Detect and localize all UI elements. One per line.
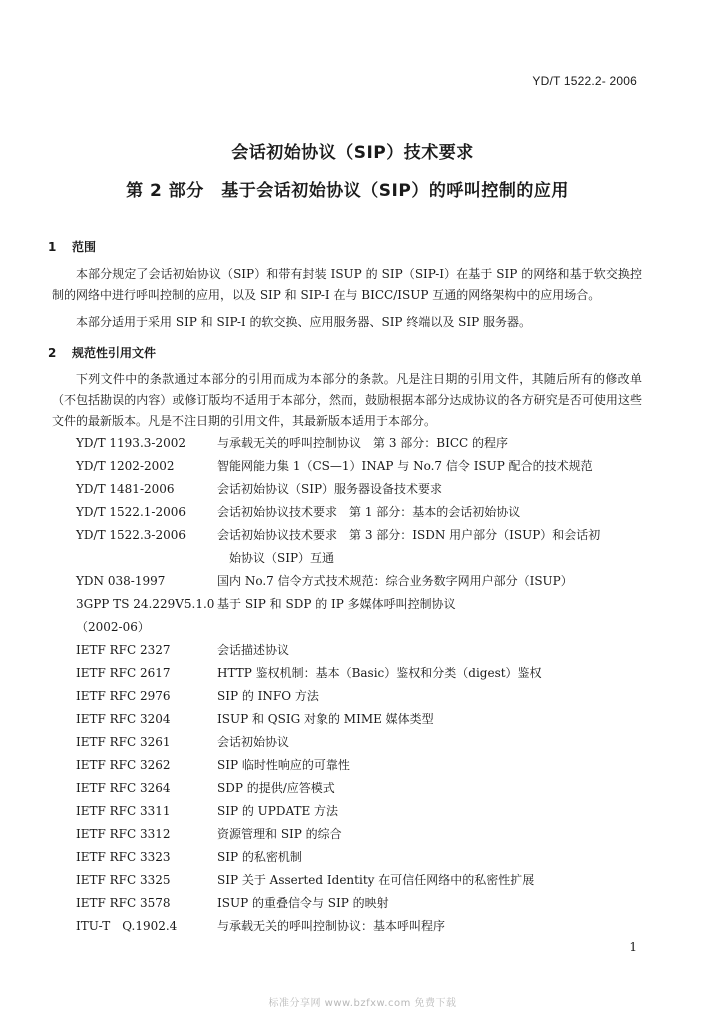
reference-row xyxy=(76,892,636,915)
reference-row xyxy=(76,685,636,708)
reference-code: YD/T 1193.3-2002 xyxy=(76,436,186,450)
reference-row xyxy=(76,846,636,869)
section-title: 范围 xyxy=(72,240,97,254)
reference-row xyxy=(76,823,636,846)
reference-title: 与承载无关的呼叫控制协议：基本呼叫程序 xyxy=(217,919,446,933)
reference-code: IETF RFC 3204 xyxy=(76,712,171,726)
reference-code: YD/T 1522.3-2006 xyxy=(76,528,186,542)
reference-title: SIP 的私密机制 xyxy=(217,850,302,864)
reference-code: IETF RFC 3261 xyxy=(76,735,171,749)
reference-title: 资源管理和 SIP 的综合 xyxy=(217,827,342,841)
reference-title: 智能网能力集 1（CS—1）INAP 与 No.7 信令 ISUP 配合的技术规范 xyxy=(217,459,593,473)
reference-row xyxy=(76,501,636,524)
reference-code: IETF RFC 3264 xyxy=(76,781,171,795)
reference-code: IETF RFC 3262 xyxy=(76,758,171,772)
reference-code: YD/T 1522.1-2006 xyxy=(76,505,186,519)
reference-code: YD/T 1202-2002 xyxy=(76,459,175,473)
reference-row xyxy=(76,478,636,501)
reference-title xyxy=(217,524,636,570)
reference-title: SIP 临时性响应的可靠性 xyxy=(217,758,350,772)
reference-row xyxy=(76,708,636,731)
section-heading-normative-references xyxy=(48,344,156,361)
reference-code: YD/T 1481-2006 xyxy=(76,482,175,496)
reference-row xyxy=(76,800,636,823)
reference-title: ISUP 和 QSIG 对象的 MIME 媒体类型 xyxy=(217,712,434,726)
reference-title: SDP 的提供/应答模式 xyxy=(217,781,335,795)
reference-code-continuation: （2002-06） xyxy=(76,620,150,634)
reference-code xyxy=(76,593,217,639)
reference-title: SIP 的 INFO 方法 xyxy=(217,689,319,703)
reference-title: 会话描述协议 xyxy=(217,643,290,657)
standard-number: YD/T 1522.2- 2006 xyxy=(532,74,637,88)
reference-row xyxy=(76,662,636,685)
reference-title: 会话初始协议技术要求 第 1 部分：基本的会话初始协议 xyxy=(217,505,521,519)
reference-code: IETF RFC 2617 xyxy=(76,666,171,680)
reference-code: IETF RFC 3323 xyxy=(76,850,171,864)
reference-row xyxy=(76,754,636,777)
reference-row xyxy=(76,777,636,800)
reference-title-continuation: 始协议（SIP）互通 xyxy=(229,551,335,565)
document-subtitle: 第 2 部分 基于会话初始协议（SIP）的呼叫控制的应用 xyxy=(126,181,569,201)
reference-title: SIP 关于 Asserted Identity 在可信任网络中的私密性扩展 xyxy=(217,873,535,887)
reference-title: 与承载无关的呼叫控制协议 第 3 部分：BICC 的程序 xyxy=(217,436,509,450)
reference-code-line: 3GPP TS 24.229V5.1.0 xyxy=(76,597,215,611)
reference-title: 会话初始协议 xyxy=(217,735,290,749)
scope-paragraph-1: 本部分规定了会话初始协议（SIP）和带有封装 ISUP 的 SIP（SIP-I）在基于 SIP 的网络和基于软交换控制的网络中进行呼叫控制的应用，以及 SIP 和 SIP-I 在与 BICC/ISUP 互通的网络架构中的应用场合。 xyxy=(52,267,642,302)
reference-row xyxy=(76,869,636,892)
section-number: 2 xyxy=(48,346,57,360)
reference-row xyxy=(76,639,636,662)
section-heading-scope xyxy=(48,238,96,255)
reference-title: 基于 SIP 和 SDP 的 IP 多媒体呼叫控制协议 xyxy=(217,597,456,611)
reference-row xyxy=(76,432,636,455)
reference-title: SIP 的 UPDATE 方法 xyxy=(217,804,339,818)
reference-title: ISUP 的重叠信令与 SIP 的映射 xyxy=(217,896,389,910)
reference-code: IETF RFC 2976 xyxy=(76,689,171,703)
reference-row xyxy=(76,731,636,754)
reference-row xyxy=(76,915,636,938)
reference-row xyxy=(76,570,636,593)
reference-title-line: 会话初始协议技术要求 第 3 部分：ISDN 用户部分（ISUP）和会话初 xyxy=(217,528,601,542)
reference-code: IETF RFC 3311 xyxy=(76,804,171,818)
reference-code: IETF RFC 3325 xyxy=(76,873,171,887)
document-title: 会话初始协议（SIP）技术要求 xyxy=(231,143,474,163)
references-intro-paragraph: 下列文件中的条款通过本部分的引用而成为本部分的条款。凡是注日期的引用文件，其随后所有的修改单（不包括勘误的内容）或修订版均不适用于本部分，然而，鼓励根据本部分达成协议的各方研究是否可使用这些文件的最新版本。凡是不注日期的引用文件，其最新版本适用于本部分。 xyxy=(52,372,642,428)
reference-list xyxy=(76,432,636,938)
section-title: 规范性引用文件 xyxy=(72,346,157,360)
page-number: 1 xyxy=(629,940,637,954)
footer-watermark: 标准分享网 www.bzfxw.com 免费下载 xyxy=(268,998,457,1009)
reference-title: 会话初始协议（SIP）服务器设备技术要求 xyxy=(217,482,443,496)
reference-code: ITU-T Q.1902.4 xyxy=(76,919,178,933)
reference-code: IETF RFC 3312 xyxy=(76,827,171,841)
reference-title: HTTP 鉴权机制：基本（Basic）鉴权和分类（digest）鉴权 xyxy=(217,666,542,680)
reference-row xyxy=(76,455,636,478)
reference-row xyxy=(76,524,636,570)
reference-code: IETF RFC 3578 xyxy=(76,896,171,910)
reference-code: YDN 038-1997 xyxy=(76,574,166,588)
reference-code: IETF RFC 2327 xyxy=(76,643,171,657)
reference-title: 国内 No.7 信令方式技术规范：综合业务数字网用户部分（ISUP） xyxy=(217,574,573,588)
section-number: 1 xyxy=(48,240,57,254)
scope-paragraph-2: 本部分适用于采用 SIP 和 SIP-I 的软交换、应用服务器、SIP 终端以及 SIP 服务器。 xyxy=(76,315,531,329)
reference-row xyxy=(76,593,636,639)
